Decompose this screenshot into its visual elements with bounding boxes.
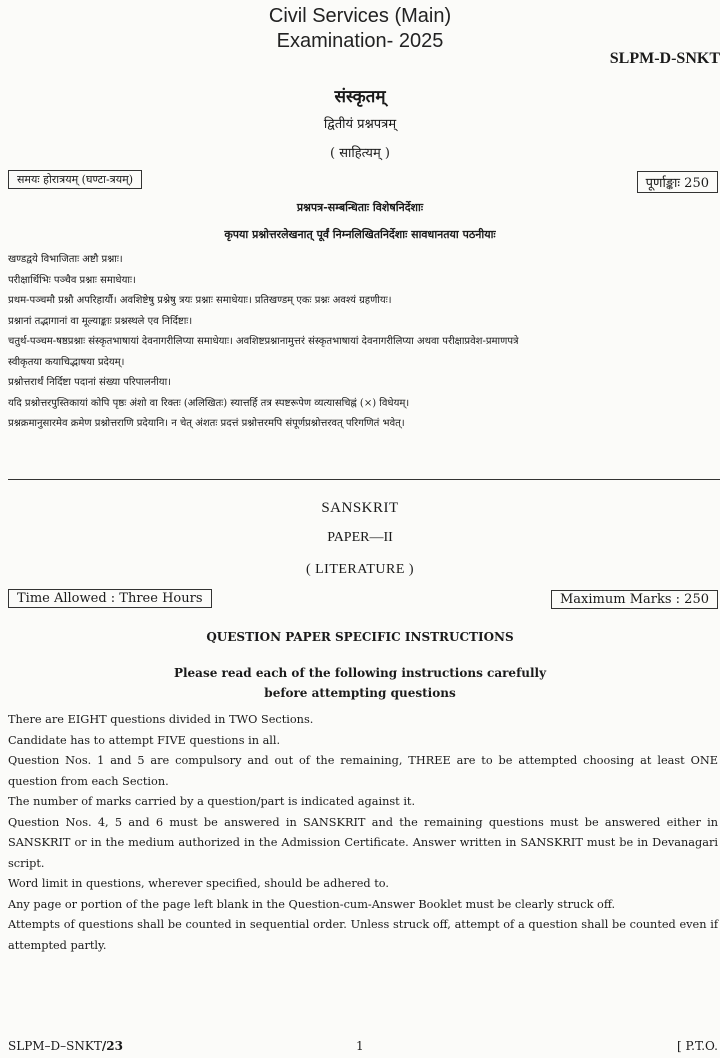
hindi-marks-box: पूर्णाङ्काः 250 <box>637 171 718 193</box>
list-item: Question Nos. 4, 5 and 6 must be answered in SANSKRIT and the remaining questions must be answered either in SANSKRIT or in the medium authorized in the Admission Certificate. Answer written in SANSKRIT must be in Devanagari script. <box>8 815 718 870</box>
footer-code-suffix: /23 <box>101 1039 123 1053</box>
english-time-box: Time Allowed : Three Hours <box>8 589 212 608</box>
list-item: Any page or portion of the page left blank in the Question-cum-Answer Booklet must be clearly struck off. <box>8 897 616 911</box>
list-item: स्वीकृतया कयाचिद्भाषया प्रदेयम्। <box>8 356 125 368</box>
footer-paper-code <box>8 1039 123 1053</box>
list-item: Question Nos. 1 and 5 are compulsory and out of the remaining, THREE are to be attempted choosing at least ONE question from each Section. <box>8 754 718 788</box>
hindi-instructions-heading: प्रश्नपत्र-सम्बन्धिताः विशेषनिर्देशाः <box>296 201 424 214</box>
list-item: यदि प्रश्नोत्तरपुस्तिकायां कोपि पृष्ठः अंशो वा रिक्तः (अलिखितः) स्यात्तर्हि तत्र स्पष्टरूपेण व्यत्यासचिह्नं (×) विधेयम्। <box>8 397 410 409</box>
list-item: Word limit in questions, wherever specified, should be adhered to. <box>8 877 389 890</box>
hindi-paper-type: ( साहित्यम् ) <box>330 146 390 161</box>
page-number: 1 <box>356 1039 364 1053</box>
list-item: खण्डद्वये विभाजिताः अष्टौ प्रश्नाः। <box>8 254 123 265</box>
english-marks-box: Maximum Marks : 250 <box>551 590 718 609</box>
hindi-time-box: समयः होरात्रयम् (घण्टा-त्रयम्) <box>8 170 142 189</box>
hindi-instructions-list <box>8 250 720 435</box>
section-divider <box>8 479 720 480</box>
english-subject: SANSKRIT <box>321 500 399 516</box>
english-instructions-subheading <box>0 663 720 703</box>
subheading-line1: Please read each of the following instructions carefully <box>173 666 547 680</box>
list-item: चतुर्थ-पञ्चम-षष्ठप्रश्नाः संस्कृतभाषायां देवनागरीलिप्या समाधेयाः। अवशिष्टप्रश्नानामुत्तरं संस्कृतभाषायां देवनागरीलिप्या अथवा परीक्षाप्रवेश-प्रमाणपत्रे <box>8 336 519 347</box>
list-item: प्रश्नानां तद्भागानां वा मूल्याङ्काः प्रश्नस्थले एव निर्दिष्टाः। <box>8 315 193 327</box>
exam-title-line2: Examination- 2025 <box>276 30 444 52</box>
subheading-line2: before attempting questions <box>264 686 456 700</box>
hindi-paper: द्वितीयं प्रश्नपत्रम् <box>323 117 397 132</box>
list-item: परीक्षार्थिभिः पञ्चैव प्रश्नाः समाधेयाः। <box>8 274 136 286</box>
list-item: Candidate has to attempt FIVE questions in all. <box>8 733 281 747</box>
pto-label: [ P.T.O. <box>677 1039 718 1053</box>
english-instructions-heading: QUESTION PAPER SPECIFIC INSTRUCTIONS <box>206 630 514 644</box>
english-paper: PAPER—II <box>327 530 393 545</box>
footer-code-prefix: SLPM–D–SNKT <box>8 1039 102 1053</box>
exam-title <box>0 4 720 54</box>
list-item: प्रथम-पञ्चमौ प्रश्नौ अपरिहार्यौ। अवशिष्टेषु प्रश्नेषु त्रयः प्रश्नाः समाधेयाः। प्रतिखण्डम् एकः प्रश्नः अवश्यं ग्रहणीयः। <box>8 295 392 306</box>
list-item: The number of marks carried by a question/part is indicated against it. <box>8 795 416 808</box>
hindi-instructions-subheading: कृपया प्रश्नोत्तरलेखनात् पूर्वं निम्नलिखितनिर्देशाः सावधानतया पठनीयाः <box>224 228 496 241</box>
paper-code: SLPM-D-SNKT <box>609 50 720 67</box>
english-paper-type: ( LITERATURE ) <box>305 562 415 577</box>
list-item: There are EIGHT questions divided in TWO Sections. <box>8 713 314 726</box>
exam-title-line1: Civil Services (Main) <box>268 5 452 27</box>
list-item: प्रश्नोत्तरार्थं निर्दिष्टा पदानां संख्या परिपालनीया। <box>8 377 171 388</box>
hindi-subject: संस्कृतम् <box>334 87 386 107</box>
list-item: Attempts of questions shall be counted in sequential order. Unless struck off, attempt of a question shall be counted even if attempted partly. <box>8 918 718 952</box>
english-instructions-list <box>8 710 718 956</box>
list-item: प्रश्नक्रमानुसारमेव क्रमेण प्रश्नोत्तराणि प्रदेयानि। न चेत् अंशतः प्रदत्तं प्रश्नोत्तरमपि संपूर्णप्रश्नोत्तरवत् परिगणितं भवेत्। <box>8 418 405 429</box>
